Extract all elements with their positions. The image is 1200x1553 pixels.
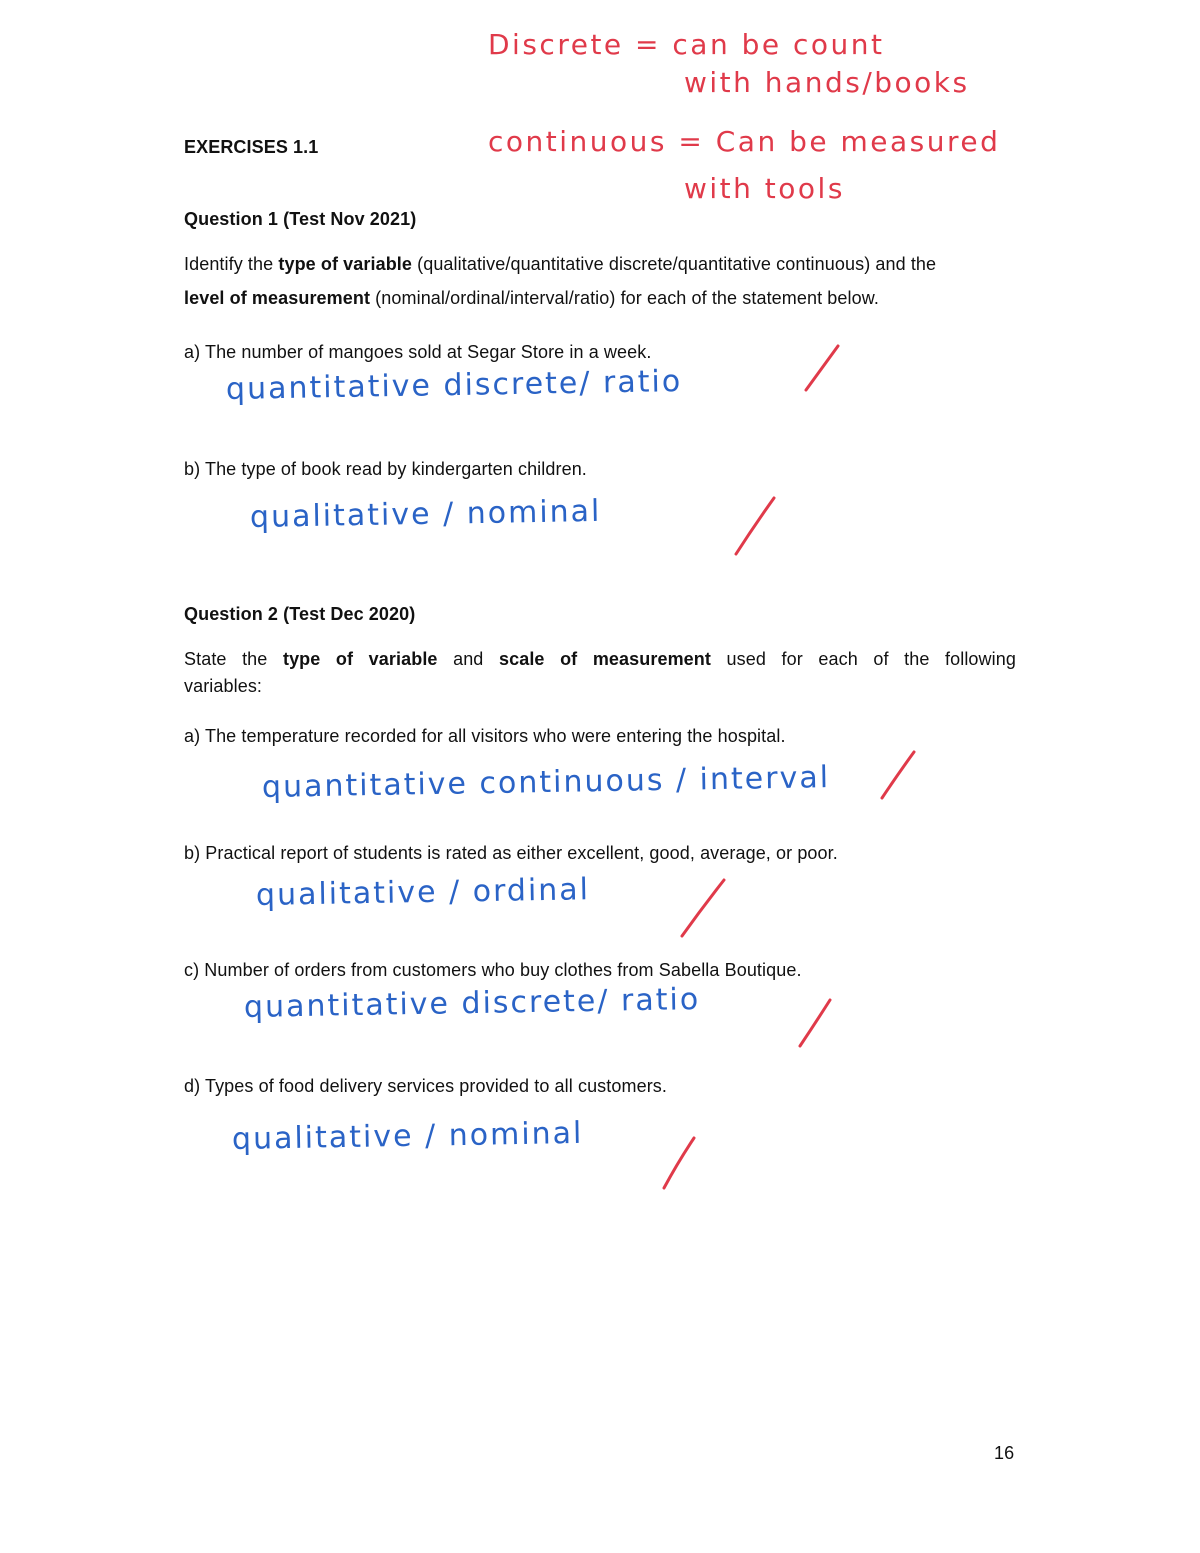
question-1-title: Question 1 (Test Nov 2021)	[184, 209, 417, 229]
q2-item-c: c) Number of orders from customers who buy clothes from Sabella Boutique.	[184, 960, 802, 980]
q2-intro-bold1: type of variable	[282, 649, 438, 669]
q1-answer-a: quantitative discrete/ ratio	[225, 364, 683, 407]
q2-item-b: b) Practical report of students is rated as either excellent, good, average, or poor.	[184, 843, 838, 863]
check-mark-q2c	[794, 994, 844, 1054]
q1-intro2-rest: (nominal/ordinal/interval/ratio) for each of the statement below.	[370, 288, 879, 308]
note-continuous-line2: with tools	[684, 172, 845, 205]
note-discrete-line1: Discrete = can be count	[488, 28, 885, 61]
q1-item-b: b) The type of book read by kindergarten children.	[184, 459, 587, 479]
page-number: 16	[994, 1443, 1015, 1463]
q2-answer-c: quantitative discrete/ ratio	[243, 982, 701, 1025]
q2-intro-text: State the	[184, 649, 283, 669]
q2-item-a: a) The temperature recorded for all visitors who were entering the hospital.	[184, 726, 786, 746]
check-mark-q2d	[658, 1132, 708, 1196]
q2-item-d: d) Types of food delivery services provided to all customers.	[184, 1076, 667, 1096]
check-mark-q1b	[728, 492, 788, 562]
check-mark-q2a	[876, 746, 926, 806]
q2-intro-bold2: scale of measurement	[498, 649, 711, 669]
question-2-intro-line2: variables:	[184, 676, 263, 696]
question-2-intro-line1	[184, 647, 1016, 671]
q2-answer-b: qualitative / ordinal	[255, 872, 591, 913]
q1-answer-b: qualitative / nominal	[249, 493, 602, 535]
q2-answer-d: qualitative / nominal	[231, 1115, 584, 1157]
q1-item-a: a) The number of mangoes sold at Segar Store in a week.	[184, 342, 652, 362]
q1-intro2-bold: level of measurement	[184, 288, 371, 308]
question-1-intro-line2	[184, 286, 879, 310]
check-mark-q2b	[676, 874, 736, 944]
q1-intro-text: Identify the	[184, 254, 279, 274]
q2-intro-rest: used for each of the following	[710, 649, 1016, 669]
note-continuous-line1: continuous = Can be measured	[488, 125, 1001, 158]
question-1-intro-line1	[184, 252, 936, 276]
note-discrete-line2: with hands/books	[684, 66, 970, 99]
check-mark-q1a	[800, 340, 850, 400]
question-2-title: Question 2 (Test Dec 2020)	[184, 604, 416, 624]
q2-answer-a: quantitative continuous / interval	[261, 760, 831, 805]
q1-intro-bold: type of variable	[278, 254, 413, 274]
exercise-heading: EXERCISES 1.1	[184, 137, 319, 157]
q2-intro-and: and	[437, 649, 499, 669]
q1-intro-rest: (qualitative/quantitative discrete/quantitative continuous) and the	[412, 254, 937, 274]
